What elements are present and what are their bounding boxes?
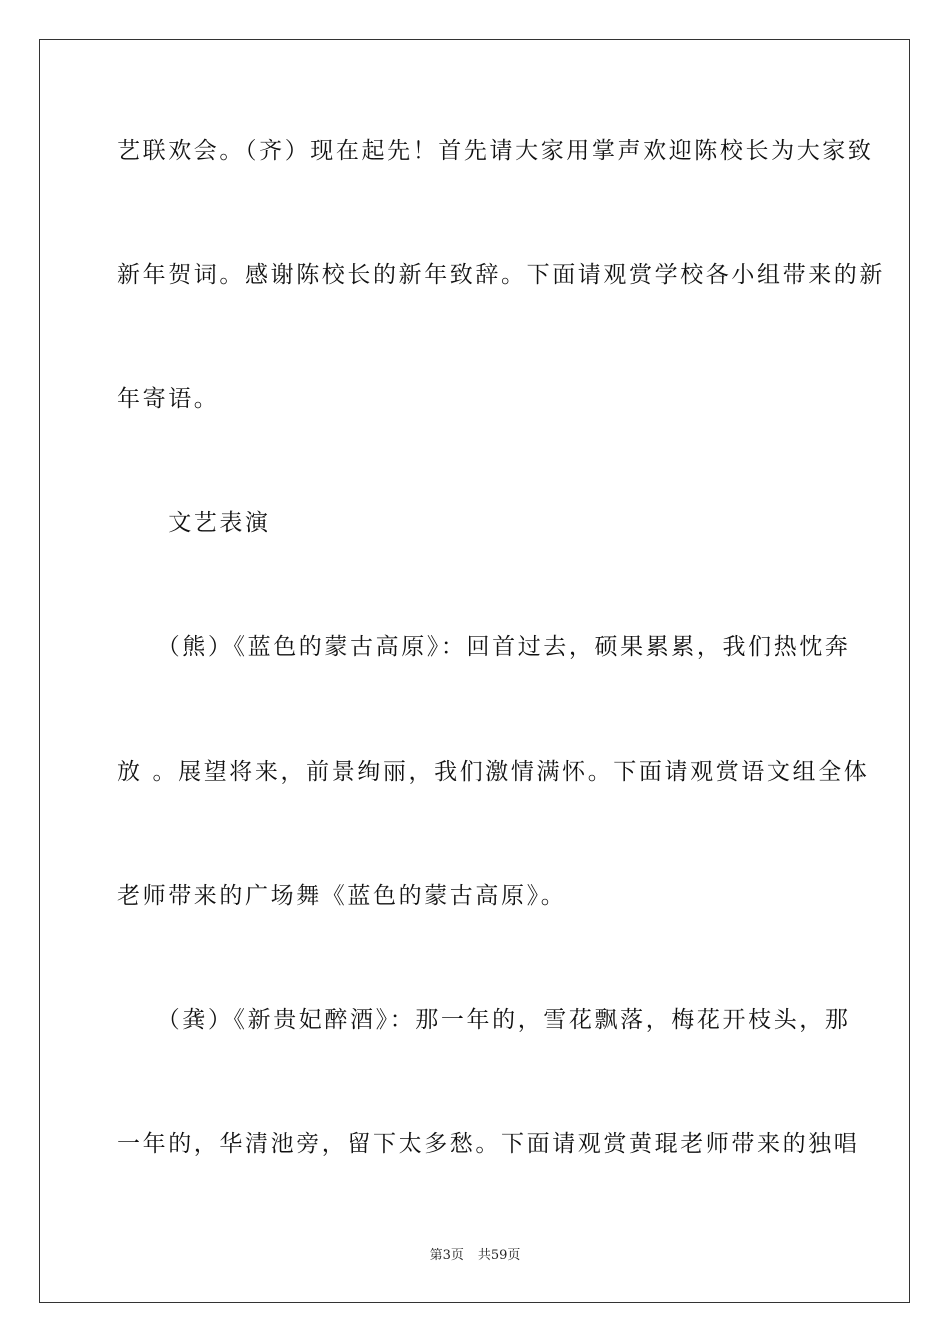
body-text-line: （龚）《新贵妃醉酒》：那一年的，雪花飘落，梅花开枝头，那 <box>117 1007 851 1033</box>
body-text-line: 新年贺词。感谢陈校长的新年致辞。下面请观赏学校各小组带来的新 <box>117 262 885 288</box>
body-text-line: 放 。展望将来，前景绚丽，我们激情满怀。下面请观赏语文组全体 <box>117 759 870 785</box>
page-border <box>39 39 910 1303</box>
page-total: 共59页 <box>477 1248 521 1263</box>
body-text-line: 年寄语。 <box>117 386 220 412</box>
body-text-line: 艺联欢会。（齐）现在起先！首先请大家用掌声欢迎陈校长为大家致 <box>117 138 874 164</box>
body-text-line: （熊）《蓝色的蒙古高原》：回首过去，硕果累累，我们热忱奔 <box>117 634 851 660</box>
page-footer <box>0 1247 950 1265</box>
body-text-line: 老师带来的广场舞《蓝色的蒙古高原》。 <box>117 883 567 909</box>
page-number: 第3页 <box>429 1248 464 1263</box>
body-text-line: 一年的，华清池旁，留下太多愁。下面请观赏黄琨老师带来的独唱 <box>117 1131 860 1157</box>
section-heading: 文艺表演 <box>117 510 271 536</box>
